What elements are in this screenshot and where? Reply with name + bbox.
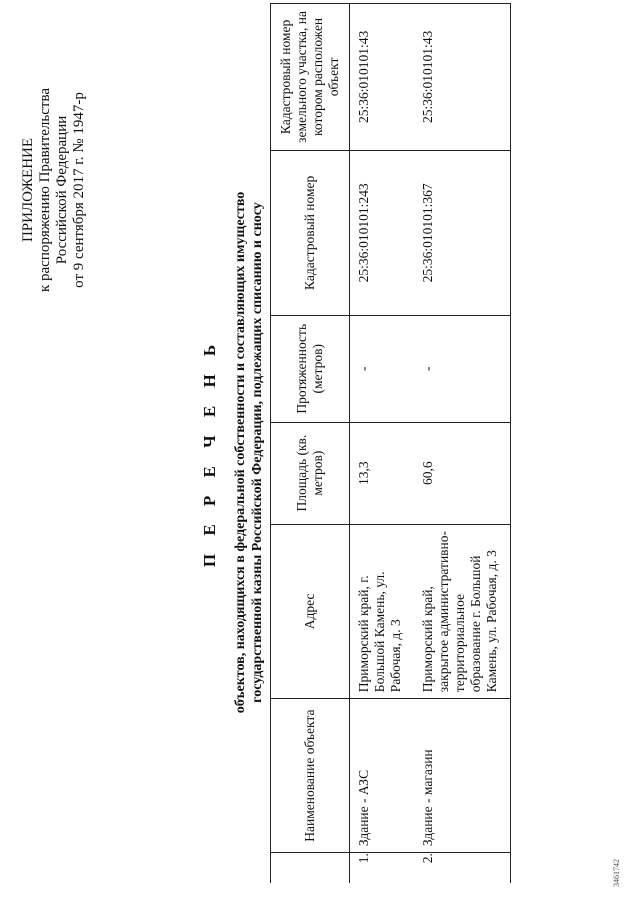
document-title xyxy=(200,0,266,905)
objects-table xyxy=(270,3,511,883)
title-subtitle-2: государственной казны Российской Федерации, подлежащих списанию и сносу xyxy=(250,202,265,703)
row-area: 13,3 xyxy=(350,422,415,524)
appendix-date-line: от 9 сентября 2017 г. № 1947-р xyxy=(71,92,87,288)
row-name: Здание - магазин xyxy=(414,699,511,853)
row-name: Здание - АЗС xyxy=(350,699,415,853)
row-land-cadastral: 25:36:010101:43 xyxy=(414,4,511,151)
header-length: Протяженность (метров) xyxy=(271,315,350,422)
row-number: 2. xyxy=(414,853,511,883)
header-cadastral: Кадастровый номер xyxy=(271,150,350,315)
row-cadastral: 25:36:010101:243 xyxy=(350,150,415,315)
header-land-cadastral: Кадастровый номер земельного участка, на котором расположен объект xyxy=(271,4,350,151)
row-length: - xyxy=(350,315,415,422)
table-row xyxy=(350,4,415,884)
header-number xyxy=(271,853,350,883)
table-row xyxy=(414,4,511,884)
row-cadastral: 25:36:010101:367 xyxy=(414,150,511,315)
header-name: Наименование объекта xyxy=(271,699,350,853)
appendix-block xyxy=(20,40,88,340)
row-length: - xyxy=(414,315,511,422)
title-subtitle-1: объектов, находящихся в федеральной собственности и составляющих имущество xyxy=(233,191,248,714)
header-address: Адрес xyxy=(271,524,350,699)
document-code: 3461742 xyxy=(612,859,621,887)
table-header-row xyxy=(271,4,350,884)
row-address: Приморский край, г. Большой Камень, ул. Рабочая, д. 3 xyxy=(350,524,415,699)
row-address: Приморский край, закрытое административно-территориальное образование г. Большой Камень, ул. Рабочая, д. 3 xyxy=(414,524,511,699)
header-area: Площадь (кв. метров) xyxy=(271,422,350,524)
appendix-order-line: к распоряжению Правительства xyxy=(37,88,53,293)
title-heading: П Е Р Е Ч Е Н Ь xyxy=(200,337,219,568)
appendix-label: ПРИЛОЖЕНИЕ xyxy=(20,137,36,243)
row-land-cadastral: 25:36:010101:43 xyxy=(350,4,415,151)
row-number: 1. xyxy=(350,853,415,883)
appendix-government-line: Российской Федерации xyxy=(54,115,70,265)
row-area: 60,6 xyxy=(414,422,511,524)
